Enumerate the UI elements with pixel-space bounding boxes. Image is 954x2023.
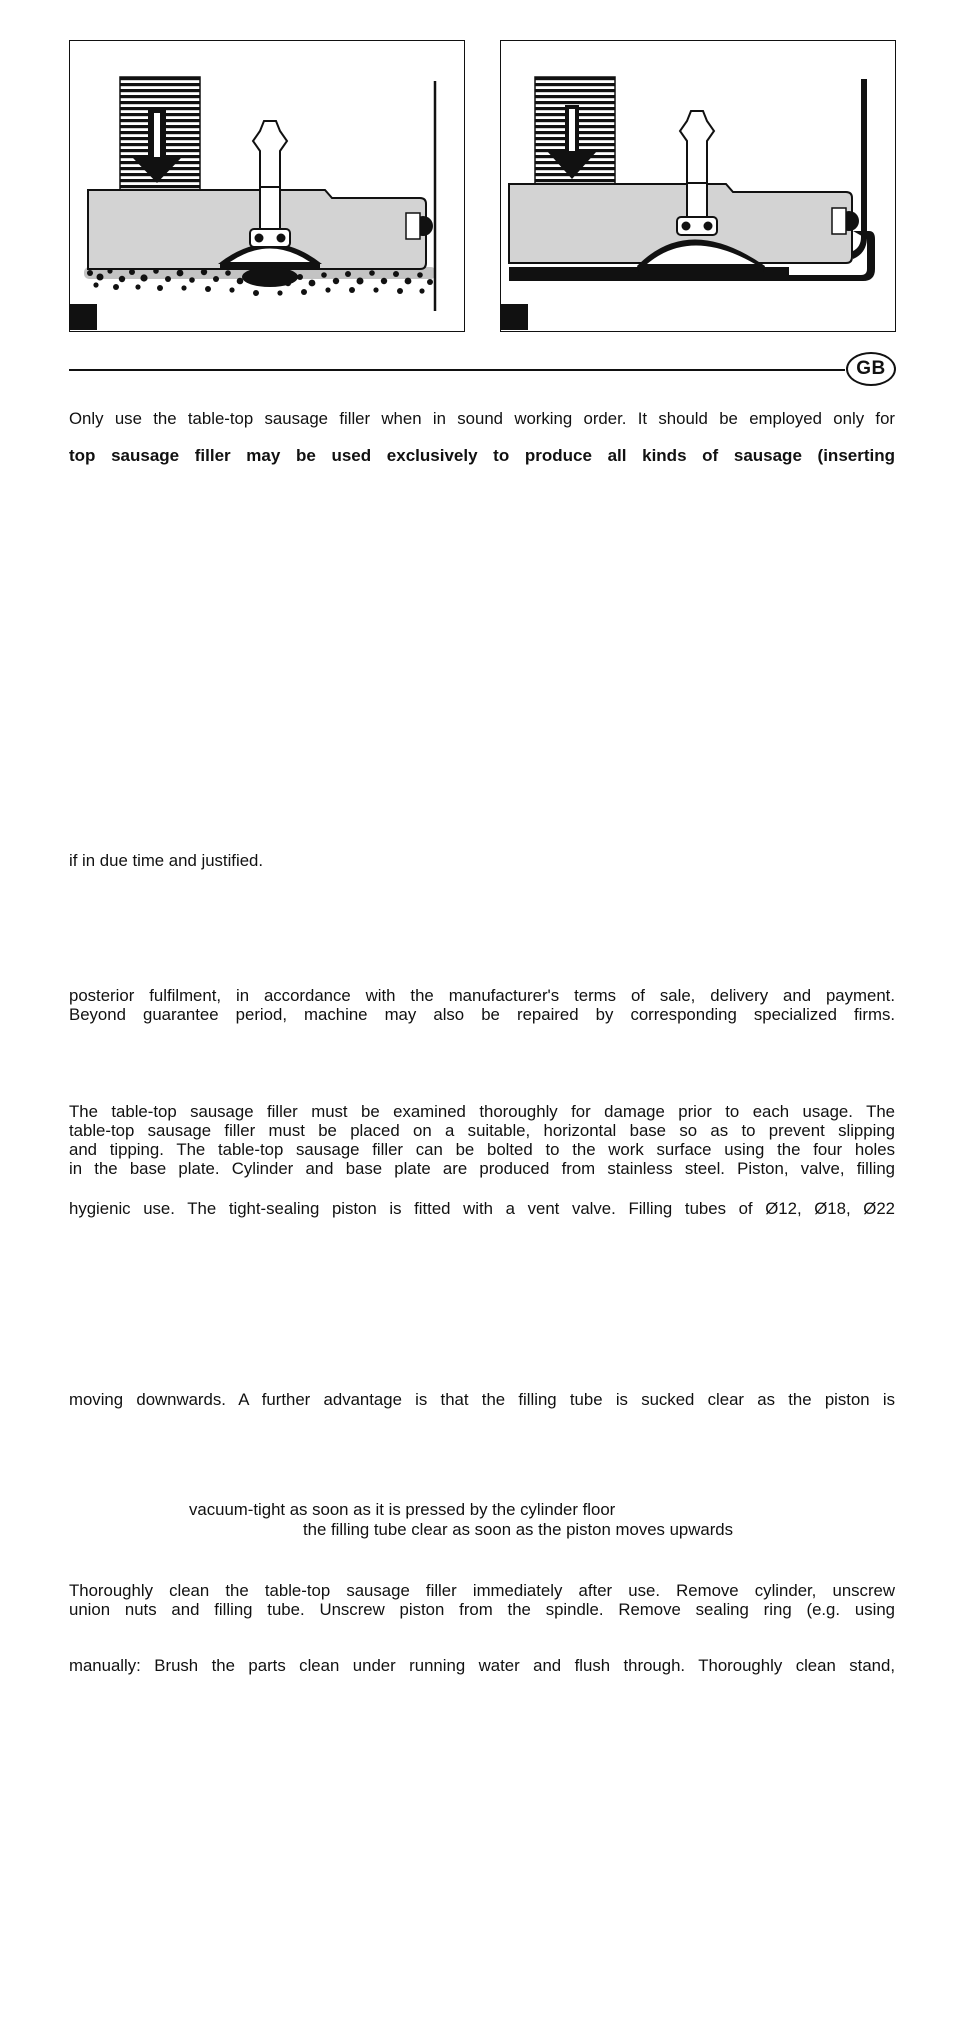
text-line-8: and tipping. The table-top sausage filler can be bolted to the work surface using the four holes xyxy=(69,1140,895,1159)
text-line-13: the filling tube clear as soon as the piston moves upwards xyxy=(303,1520,734,1539)
text-line-14: Thoroughly clean the table-top sausage filler immediately after use. Remove cylinder, unscrew xyxy=(69,1581,895,1600)
text-line-9: in the base plate. Cylinder and base plate are produced from stainless steel. Piston, valve, filling xyxy=(69,1159,895,1178)
language-badge: GB xyxy=(846,352,896,386)
text-line-6: The table-top sausage filler must be examined thoroughly for damage prior to each usage. The xyxy=(69,1102,895,1121)
text-line-4: posterior fulfilment, in accordance with the manufacturer's terms of sale, delivery and payment. xyxy=(69,986,895,1005)
text-line-12: vacuum-tight as soon as it is pressed by the cylinder floor xyxy=(189,1500,616,1519)
piston-closed-illustration xyxy=(501,41,894,330)
text-line-5: Beyond guarantee period, machine may also be repaired by corresponding specialized firms. xyxy=(69,1005,895,1024)
piston-open-illustration xyxy=(70,41,463,330)
text-line-15: union nuts and filling tube. Unscrew piston from the spindle. Remove sealing ring (e.g. using xyxy=(69,1600,895,1619)
text-line-7: table-top sausage filler must be placed on a suitable, horizontal base so as to prevent slipping xyxy=(69,1121,895,1140)
figure-piston-open xyxy=(69,40,465,332)
section-divider xyxy=(69,369,845,371)
text-line-16: manually: Brush the parts clean under running water and flush through. Thoroughly clean stand, xyxy=(69,1656,895,1675)
figure-piston-closed xyxy=(500,40,896,332)
text-line-2: top sausage filler may be used exclusively to produce all kinds of sausage (inserting xyxy=(69,446,895,465)
text-line-1: Only use the table-top sausage filler when in sound working order. It should be employed only for xyxy=(69,409,895,428)
text-line-3: if in due time and justified. xyxy=(69,851,264,870)
text-line-10: hygienic use. The tight-sealing piston is fitted with a vent valve. Filling tubes of Ø12, Ø18, Ø22 xyxy=(69,1199,895,1218)
text-line-11: moving downwards. A further advantage is that the filling tube is sucked clear as the piston is xyxy=(69,1390,895,1409)
